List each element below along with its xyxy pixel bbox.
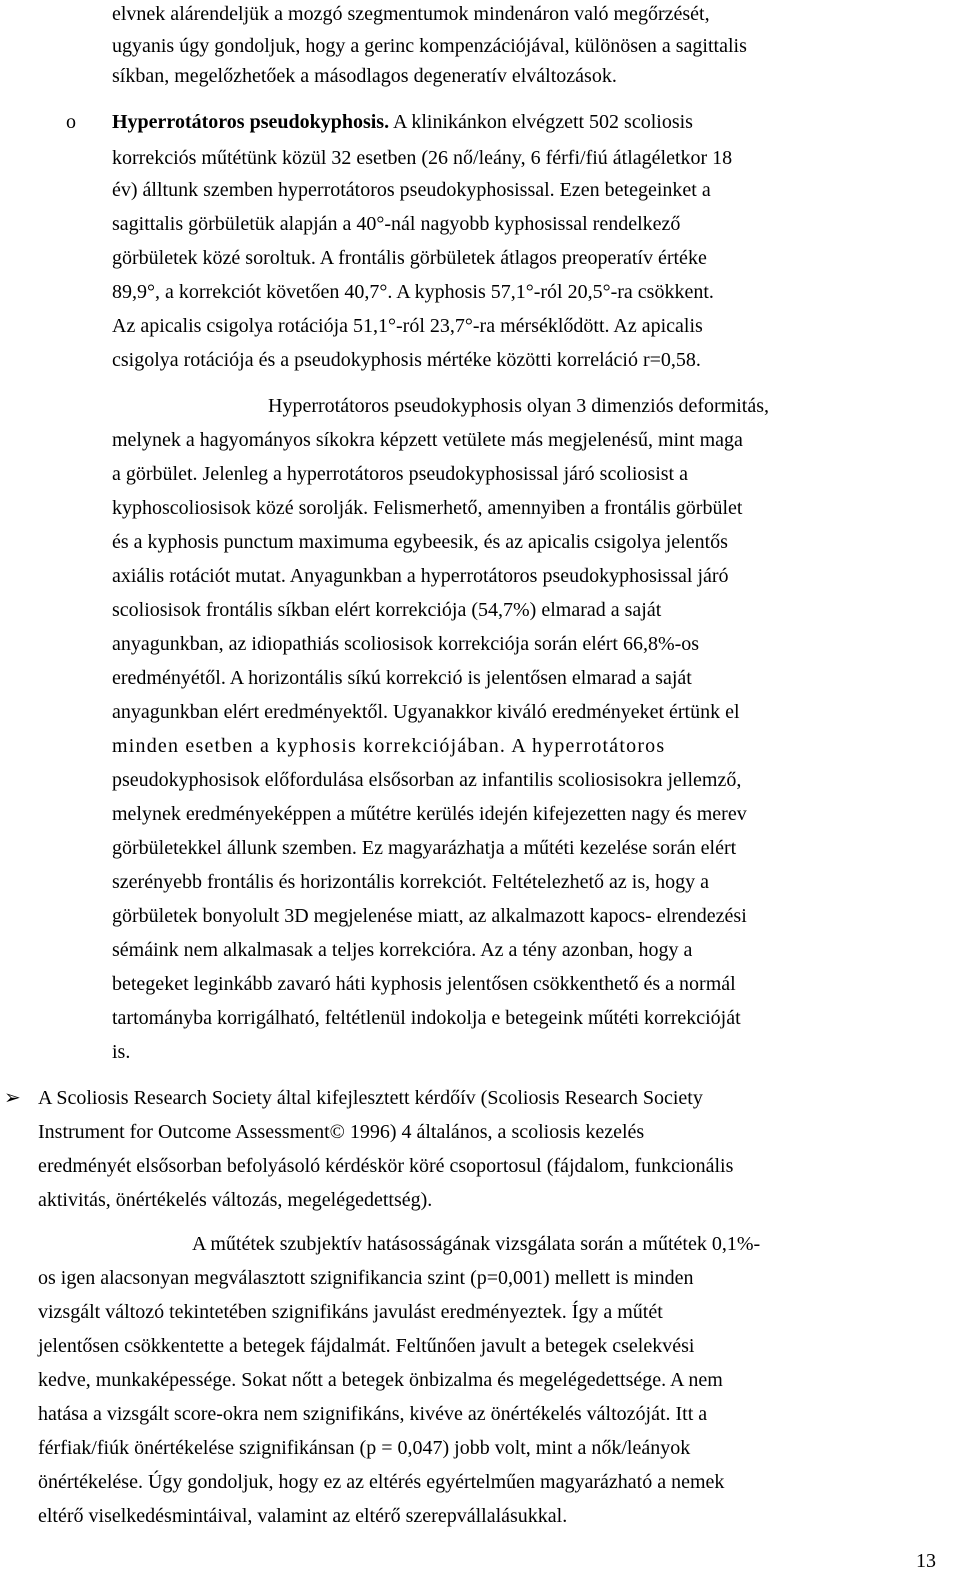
text-line: görbületek bonyolult 3D megjelenése miatt, az alkalmazott kapocs- elrendezési xyxy=(112,905,747,927)
text-line: eredményét elsősorban befolyásoló kérdéskör köré csoportosul (fájdalom, funkcionális xyxy=(38,1155,734,1177)
text-line: melynek a hagyományos síkokra képzett vetülete más megjelenésű, mint maga xyxy=(112,429,743,451)
text-line: sagittalis görbületük alapján a 40°-nál nagyobb kyphosissal rendelkező xyxy=(112,213,681,235)
text-line: axiális rotációt mutat. Anyagunkban a hyperrotátoros pseudokyphosissal járó xyxy=(112,565,729,587)
text-line: görbületek közé soroltuk. A frontális görbületek átlagos preoperatív értéke xyxy=(112,247,707,269)
text-line: sémáink nem alkalmasak a teljes korrekcióra. Az a tény azonban, hogy a xyxy=(112,939,693,961)
text-line: csigolya rotációja és a pseudokyphosis mértéke közötti korreláció r=0,58. xyxy=(112,349,701,371)
text-line: tartományba korrigálható, feltétlenül indokolja e betegeink műtéti korrekcióját xyxy=(112,1007,741,1029)
text-line: aktivitás, önértékelés változás, megelégedettség). xyxy=(38,1189,433,1211)
text-line: férfiak/fiúk önértékelése szignifikánsan (p = 0,047) jobb volt, mint a nők/leányok xyxy=(38,1437,691,1459)
text-line: pseudokyphosisok előfordulása elsősorban az infantilis scoliosisokra jellemző, xyxy=(112,769,742,791)
text-line: A Scoliosis Research Society által kifejlesztett kérdőív (Scoliosis Research Society xyxy=(38,1087,703,1109)
text-line: hatása a vizsgált score-okra nem szignifikáns, kivéve az önértékelés változóját. Itt a xyxy=(38,1403,708,1425)
text-line: korrekciós műtétünk közül 32 esetben (26 nő/leány, 6 férfi/fiú átlagéletkor 18 xyxy=(112,147,733,169)
text-line: anyagunkban elért eredményektől. Ugyanakkor kiváló eredményeket értünk el xyxy=(112,701,740,723)
text-line: anyagunkban, az idiopathiás scoliosisok korrekciója során elért 66,8%-os xyxy=(112,633,700,655)
text-line: A műtétek szubjektív hatásosságának vizsgálata során a műtétek 0,1%- xyxy=(192,1233,761,1255)
text-line: 89,9°, a korrekciót követően 40,7°. A kyphosis 57,1°-ról 20,5°-ra csökkent. xyxy=(112,281,714,303)
text-line: kedve, munkaképessége. Sokat nőtt a betegek önbizalma és megelégedettsége. A nem xyxy=(38,1369,723,1391)
text-line: scoliosisok frontális síkban elért korrekciója (54,7%) elmarad a saját xyxy=(112,599,662,621)
text-line: jelentősen csökkentette a betegek fájdalmát. Feltűnően javult a betegek cselekvési xyxy=(38,1335,695,1357)
arrow-bullet-icon: ➢ xyxy=(4,1087,21,1109)
text-line: síkban, megelőzhetőek a másodlagos degeneratív elváltozások. xyxy=(112,65,617,87)
text-line: os igen alacsonyan megválasztott szignifikancia szint (p=0,001) mellett is minden xyxy=(38,1267,694,1289)
text-line: eredményétől. A horizontális síkú korrekció is jelentősen elmarad a saját xyxy=(112,667,692,689)
text-line: és a kyphosis punctum maximuma egybeesik, és az apicalis csigolya jelentős xyxy=(112,531,728,553)
text-line: is. xyxy=(112,1041,131,1063)
text-line: Instrument for Outcome Assessment© 1996) 4 általános, a scoliosis kezelés xyxy=(38,1121,645,1143)
text-line: elvnek alárendeljük a mozgó szegmentumok mindenáron való megőrzését, xyxy=(112,3,710,25)
text-line: kyphoscoliosisok közé sorolják. Felismerhető, amennyiben a frontális görbület xyxy=(112,497,743,519)
text-line: Hyperrotátoros pseudokyphosis. A klinikánkon elvégzett 502 scoliosis xyxy=(112,111,693,133)
text-line: betegeket leginkább zavaró háti kyphosis jelentősen csökkenthető és a normál xyxy=(112,973,736,995)
text-line: a görbület. Jelenleg a hyperrotátoros pseudokyphosissal járó scoliosist a xyxy=(112,463,688,485)
text-line: szerényebb frontális és horizontális korrekciót. Feltételezhető az is, hogy a xyxy=(112,871,710,893)
text-line: Az apicalis csigolya rotációja 51,1°-ról 23,7°-ra mérséklődött. Az apicalis xyxy=(112,315,703,337)
text-line: eltérő viselkedésmintáival, valamint az eltérő szerepvállalásukkal. xyxy=(38,1505,568,1527)
bullet-heading: Hyperrotátoros pseudokyphosis. xyxy=(112,111,390,133)
text-line: melynek eredményeképpen a műtétre kerülés idején kifejezetten nagy és merev xyxy=(112,803,747,825)
page-number: 13 xyxy=(916,1550,936,1572)
text-line: minden esetben a kyphosis korrekciójában. A hyperrotátoros xyxy=(112,735,666,757)
text-line: görbületekkel állunk szemben. Ez magyarázhatja a műtéti kezelése során elért xyxy=(112,837,737,859)
circle-bullet-marker: o xyxy=(66,111,76,133)
text-line: ugyanis úgy gondoljuk, hogy a gerinc kompenzációjával, különösen a sagittalis xyxy=(112,35,747,57)
text-line: vizsgált változó tekintetében szignifikáns javulást eredményeztek. Így a műtét xyxy=(38,1301,663,1323)
text-line: önértékelése. Úgy gondoljuk, hogy ez az eltérés egyértelműen magyarázható a nemek xyxy=(38,1471,725,1493)
text-line: Hyperrotátoros pseudokyphosis olyan 3 dimenziós deformitás, xyxy=(268,395,770,417)
text-line: év) álltunk szemben hyperrotátoros pseudokyphosissal. Ezen betegeinket a xyxy=(112,179,711,201)
